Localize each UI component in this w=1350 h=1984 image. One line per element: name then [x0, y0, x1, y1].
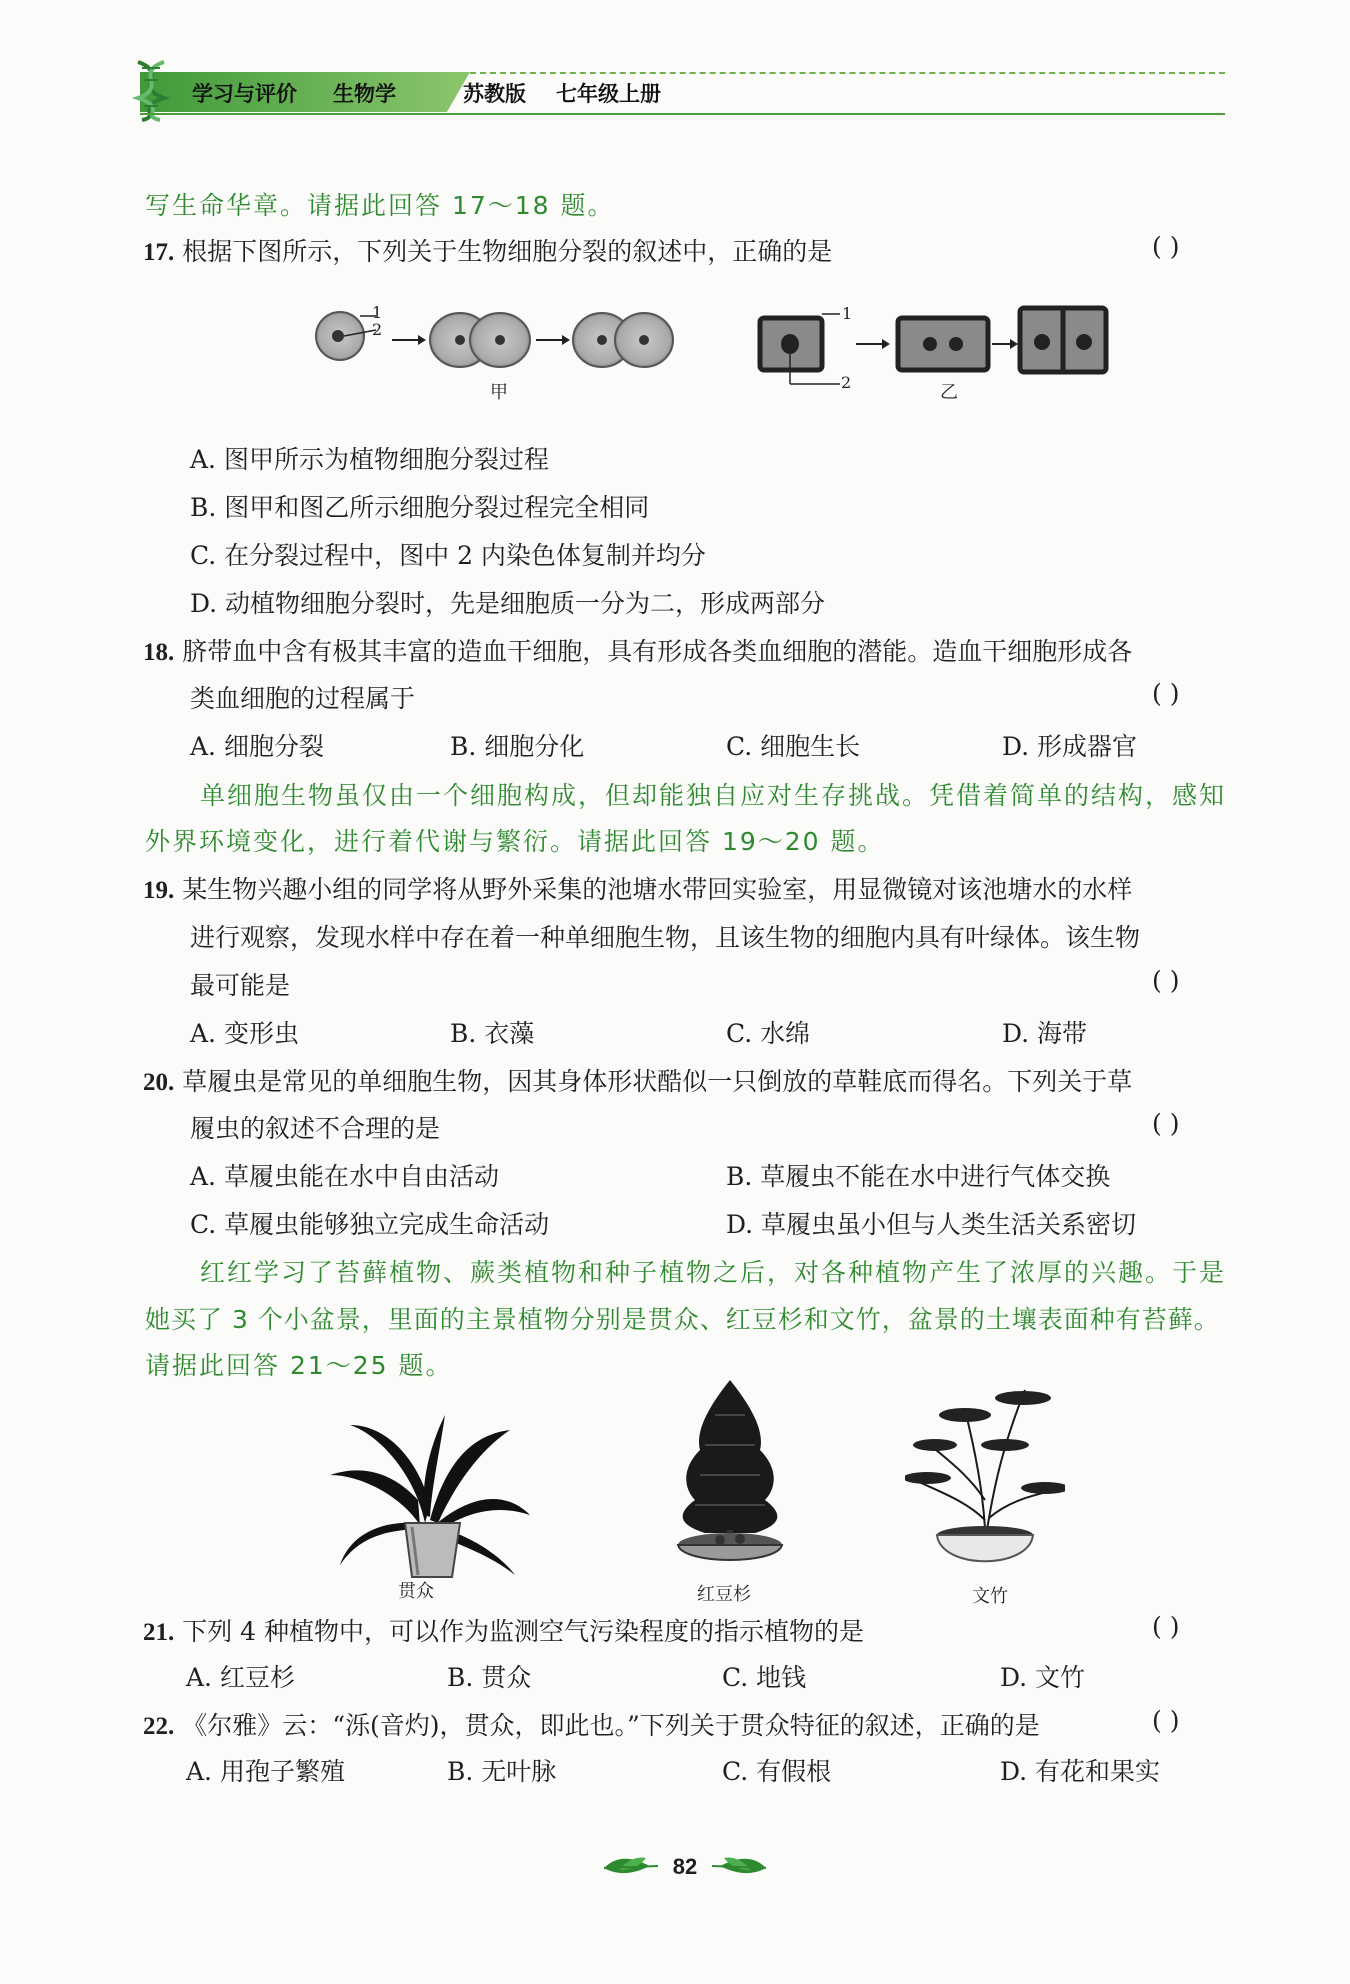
- animal-cell-stage-2: [430, 313, 530, 367]
- animal-cell-stage-1: [316, 312, 364, 360]
- intro-text-3-line2: 她买了 3 个小盆景，里面的主景植物分别是贯众、红豆杉和文竹，盆景的土壤表面种有苔藓。: [145, 1305, 1220, 1334]
- intro-text-2-line2: 外界环境变化，进行着代谢与繁衍。请据此回答 19～20 题。: [145, 827, 885, 856]
- option-a: A. 红豆杉: [186, 1663, 295, 1692]
- option-c: C. 地钱: [722, 1663, 807, 1692]
- question-text: 某生物兴趣小组的同学将从野外采集的池塘水带回实验室，用显微镜对该池塘水的水样: [182, 875, 1133, 904]
- option-d: D. 有花和果实: [1000, 1757, 1161, 1786]
- header-subject: 生物学: [333, 82, 396, 106]
- intro-text-3-line1: 红红学习了苔藓植物、蕨类植物和种子植物之后，对各种植物产生了浓厚的兴趣。于是: [200, 1258, 1227, 1287]
- plant-cell-stage-3: [1020, 308, 1106, 372]
- option-a: A. 草履虫能在水中自由活动: [190, 1162, 499, 1191]
- question-17: [143, 232, 832, 268]
- animal-cell-stage-3: [573, 313, 673, 367]
- plant-caption-2: 红豆杉: [697, 1584, 751, 1605]
- option-b: B. 衣藻: [450, 1019, 535, 1048]
- option-a: A. 用孢子繁殖: [186, 1757, 345, 1786]
- option-a: A. 图甲所示为植物细胞分裂过程: [190, 445, 549, 474]
- question-19-line2: 进行观察，发现水样中存在着一种单细胞生物，且该生物的细胞内具有叶绿体。该生物: [190, 923, 1141, 952]
- answer-blank: ( ): [1152, 1612, 1180, 1641]
- question-number: 21.: [143, 1619, 175, 1646]
- question-text: 根据下图所示，下列关于生物细胞分裂的叙述中，正确的是: [182, 237, 833, 266]
- question-text: 脐带血中含有极其丰富的造血干细胞，具有形成各类血细胞的潜能。造血干细胞形成各: [182, 637, 1133, 666]
- option-a: A. 细胞分裂: [190, 732, 324, 761]
- question-19: [143, 870, 1132, 906]
- question-19-line3: 最可能是: [190, 971, 291, 1000]
- cell-division-figure: [300, 296, 1120, 406]
- figure-label-2: 2: [372, 320, 383, 339]
- answer-blank: ( ): [1152, 966, 1180, 995]
- question-20: [143, 1062, 1132, 1098]
- option-d: D. 形成器官: [1002, 732, 1138, 761]
- answer-blank: ( ): [1152, 232, 1180, 261]
- question-18: [143, 632, 1132, 668]
- option-b: B. 草履虫不能在水中进行气体交换: [726, 1162, 1111, 1191]
- question-18-line2: 类血细胞的过程属于: [190, 684, 416, 713]
- option-b: B. 图甲和图乙所示细胞分裂过程完全相同: [190, 493, 650, 522]
- option-d: D. 文竹: [1000, 1663, 1086, 1692]
- answer-blank: ( ): [1152, 679, 1180, 708]
- intro-text-2-line1: 单细胞生物虽仅由一个细胞构成，但却能独自应对生存挑战。凭借着简单的结构，感知: [200, 781, 1227, 810]
- option-b: B. 细胞分化: [450, 732, 585, 761]
- option-b: B. 贯众: [447, 1663, 532, 1692]
- header-series: 学习与评价: [192, 82, 297, 106]
- header-divider-dashed: [470, 72, 1225, 74]
- figure-label-1: 1: [372, 303, 383, 322]
- plant-caption-3: 文竹: [972, 1586, 1008, 1607]
- question-number: 20.: [143, 1069, 175, 1096]
- intro-text-1: 写生命华章。请据此回答 17～18 题。: [145, 191, 615, 220]
- question-text: 下列 4 种植物中，可以作为监测空气污染程度的指示植物的是: [182, 1617, 865, 1646]
- question-22: [143, 1706, 1040, 1742]
- leaf-ornament-right-icon: [710, 1850, 770, 1880]
- plant-caption-1: 贯众: [398, 1581, 434, 1602]
- option-d: D. 海带: [1002, 1019, 1088, 1048]
- page-number: 82: [672, 1854, 698, 1879]
- answer-blank: ( ): [1152, 1109, 1180, 1138]
- option-a: A. 变形虫: [190, 1019, 299, 1048]
- option-d: D. 动植物细胞分裂时，先是细胞质一分为二，形成两部分: [190, 589, 826, 618]
- header-grade: 七年级上册: [556, 82, 661, 106]
- header-edition: 苏教版: [463, 82, 526, 106]
- figure-caption-b: 乙: [940, 382, 958, 403]
- asparagus-fern-image: [905, 1370, 1065, 1580]
- plant-cell-stage-1: [760, 318, 822, 370]
- yew-plant-image: [655, 1375, 805, 1575]
- plant-cell-stage-2: [898, 318, 988, 370]
- option-c: C. 在分裂过程中，图中 2 内染色体复制并均分: [190, 541, 706, 570]
- answer-blank: ( ): [1152, 1706, 1180, 1735]
- question-number: 22.: [143, 1713, 175, 1740]
- option-c: C. 草履虫能够独立完成生命活动: [190, 1210, 550, 1239]
- intro-text-3-line3: 请据此回答 21～25 题。: [145, 1351, 453, 1380]
- figure-label-1b: 1: [842, 304, 853, 323]
- option-d: D. 草履虫虽小但与人类生活关系密切: [726, 1210, 1137, 1239]
- option-c: C. 细胞生长: [726, 732, 861, 761]
- figure-label-2b: 2: [841, 373, 852, 392]
- option-b: B. 无叶脉: [447, 1757, 557, 1786]
- question-20-line2: 履虫的叙述不合理的是: [190, 1114, 441, 1143]
- question-number: 19.: [143, 877, 175, 904]
- option-c: C. 水绵: [726, 1019, 811, 1048]
- option-c: C. 有假根: [722, 1757, 832, 1786]
- fern-plant-image: [320, 1405, 535, 1580]
- header-banner: [140, 72, 470, 112]
- question-number: 17.: [143, 239, 175, 266]
- question-text: 《尔雅》云：“泺(音灼)，贯众，即此也。”下列关于贯众特征的叙述，正确的是: [182, 1711, 1040, 1740]
- header-divider: [140, 113, 1225, 115]
- leaf-ornament-left-icon: [600, 1850, 660, 1880]
- question-21: [143, 1612, 864, 1648]
- figure-caption-a: 甲: [490, 382, 508, 403]
- question-number: 18.: [143, 639, 175, 666]
- question-text: 草履虫是常见的单细胞生物，因其身体形状酷似一只倒放的草鞋底而得名。下列关于草: [182, 1067, 1133, 1096]
